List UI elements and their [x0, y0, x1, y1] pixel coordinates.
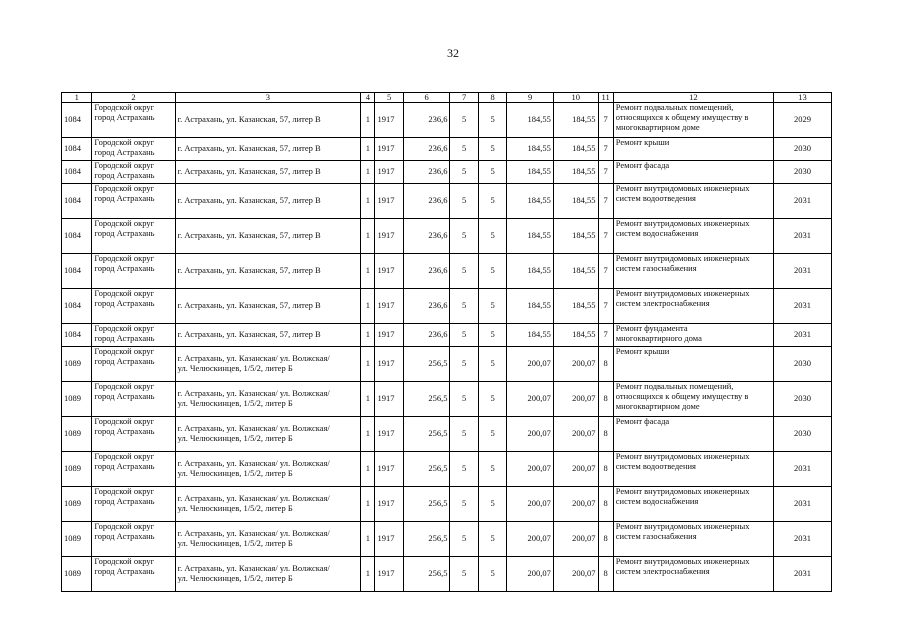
- cell-address: г. Астрахань, ул. Казанская, 57, литер В: [175, 138, 361, 161]
- cell-year: 2030: [774, 138, 832, 161]
- cell-area-living: 184,55: [507, 254, 554, 289]
- cell-row-id: 1089: [62, 557, 92, 592]
- cell-area-living: 184,55: [507, 138, 554, 161]
- header-cell-10: 10: [553, 93, 598, 103]
- cell-row-id: 1084: [62, 103, 92, 138]
- cell-area-living: 200,07: [507, 557, 554, 592]
- cell-col-4: 1: [361, 382, 375, 417]
- cell-year-built: 1917: [375, 417, 403, 452]
- cell-area: 236,6: [403, 138, 450, 161]
- header-cell-4: 4: [361, 93, 375, 103]
- cell-col-11: 7: [598, 254, 613, 289]
- cell-row-id: 1089: [62, 382, 92, 417]
- cell-area: 236,6: [403, 161, 450, 184]
- table-row: [62, 347, 832, 382]
- cell-year-built: 1917: [375, 452, 403, 487]
- cell-col-7: 5: [450, 184, 478, 219]
- header-cell-3: 3: [175, 93, 361, 103]
- cell-area-total: 184,55: [553, 324, 598, 347]
- table-row: [62, 487, 832, 522]
- cell-row-id: 1089: [62, 452, 92, 487]
- table-row: [62, 254, 832, 289]
- cell-address: г. Астрахань, ул. Казанская/ ул. Волжская/ ул. Челюскинцев, 1/5/2, литер Б: [175, 452, 361, 487]
- cell-work-type: Ремонт фасада: [613, 161, 773, 184]
- cell-address: г. Астрахань, ул. Казанская, 57, литер В: [175, 184, 361, 219]
- cell-area-total: 200,07: [553, 452, 598, 487]
- cell-area: 236,6: [403, 103, 450, 138]
- cell-row-id: 1084: [62, 184, 92, 219]
- cell-work-type: Ремонт внутридомовых инженерных систем электроснабжения: [613, 289, 773, 324]
- cell-address: г. Астрахань, ул. Казанская, 57, литер В: [175, 219, 361, 254]
- cell-year-built: 1917: [375, 324, 403, 347]
- cell-area: 236,6: [403, 289, 450, 324]
- cell-col-4: 1: [361, 138, 375, 161]
- cell-col-8: 5: [478, 417, 506, 452]
- cell-year-built: 1917: [375, 254, 403, 289]
- cell-year: 2030: [774, 417, 832, 452]
- cell-col-4: 1: [361, 161, 375, 184]
- cell-municipality: Городской округ город Астрахань: [92, 557, 175, 592]
- cell-work-type: Ремонт подвальных помещений, относящихся к общему имуществу в многоквартирном доме: [613, 382, 773, 417]
- cell-area-living: 200,07: [507, 452, 554, 487]
- cell-work-type: Ремонт внутридомовых инженерных систем водоотведения: [613, 184, 773, 219]
- table-row: [62, 184, 832, 219]
- cell-work-type: Ремонт крыши: [613, 138, 773, 161]
- cell-year: 2030: [774, 382, 832, 417]
- cell-address: г. Астрахань, ул. Казанская, 57, литер В: [175, 103, 361, 138]
- header-cell-1: 1: [62, 93, 92, 103]
- cell-year-built: 1917: [375, 382, 403, 417]
- cell-col-8: 5: [478, 219, 506, 254]
- cell-work-type: Ремонт внутридомовых инженерных систем электроснабжения: [613, 557, 773, 592]
- header-cell-2: 2: [92, 93, 175, 103]
- cell-address: г. Астрахань, ул. Казанская/ ул. Волжская/ ул. Челюскинцев, 1/5/2, литер Б: [175, 487, 361, 522]
- cell-row-id: 1089: [62, 522, 92, 557]
- cell-year-built: 1917: [375, 219, 403, 254]
- cell-col-7: 5: [450, 254, 478, 289]
- cell-col-7: 5: [450, 324, 478, 347]
- cell-year-built: 1917: [375, 103, 403, 138]
- cell-area-total: 200,07: [553, 347, 598, 382]
- cell-col-8: 5: [478, 557, 506, 592]
- cell-col-4: 1: [361, 184, 375, 219]
- cell-row-id: 1084: [62, 324, 92, 347]
- header-cell-13: 13: [774, 93, 832, 103]
- cell-area-total: 200,07: [553, 382, 598, 417]
- cell-address: г. Астрахань, ул. Казанская, 57, литер В: [175, 161, 361, 184]
- cell-area-living: 200,07: [507, 487, 554, 522]
- cell-col-11: 8: [598, 452, 613, 487]
- cell-area: 256,5: [403, 487, 450, 522]
- cell-work-type: Ремонт подвальных помещений, относящихся к общему имуществу в многоквартирном доме: [613, 103, 773, 138]
- cell-col-8: 5: [478, 324, 506, 347]
- cell-municipality: Городской округ город Астрахань: [92, 161, 175, 184]
- cell-year: 2031: [774, 254, 832, 289]
- cell-area-living: 184,55: [507, 289, 554, 324]
- cell-area-total: 184,55: [553, 103, 598, 138]
- cell-area-total: 200,07: [553, 417, 598, 452]
- cell-area-total: 200,07: [553, 487, 598, 522]
- cell-year-built: 1917: [375, 487, 403, 522]
- cell-col-8: 5: [478, 487, 506, 522]
- cell-address: г. Астрахань, ул. Казанская/ ул. Волжская/ ул. Челюскинцев, 1/5/2, литер Б: [175, 382, 361, 417]
- cell-year: 2031: [774, 219, 832, 254]
- cell-row-id: 1084: [62, 289, 92, 324]
- cell-col-11: 7: [598, 289, 613, 324]
- cell-col-7: 5: [450, 382, 478, 417]
- cell-col-4: 1: [361, 487, 375, 522]
- cell-col-4: 1: [361, 347, 375, 382]
- cell-col-11: 8: [598, 557, 613, 592]
- table-row: [62, 522, 832, 557]
- header-cell-12: 12: [613, 93, 773, 103]
- cell-area-living: 200,07: [507, 417, 554, 452]
- cell-work-type: Ремонт внутридомовых инженерных систем газоснабжения: [613, 254, 773, 289]
- cell-col-7: 5: [450, 522, 478, 557]
- cell-address: г. Астрахань, ул. Казанская/ ул. Волжская/ ул. Челюскинцев, 1/5/2, литер Б: [175, 347, 361, 382]
- cell-row-id: 1089: [62, 487, 92, 522]
- cell-col-4: 1: [361, 103, 375, 138]
- cell-year-built: 1917: [375, 184, 403, 219]
- cell-row-id: 1084: [62, 254, 92, 289]
- cell-area: 256,5: [403, 347, 450, 382]
- table-row: [62, 219, 832, 254]
- cell-year-built: 1917: [375, 347, 403, 382]
- cell-area-living: 184,55: [507, 184, 554, 219]
- cell-address: г. Астрахань, ул. Казанская/ ул. Волжская/ ул. Челюскинцев, 1/5/2, литер Б: [175, 557, 361, 592]
- cell-area: 256,5: [403, 557, 450, 592]
- table-row: [62, 557, 832, 592]
- cell-col-8: 5: [478, 382, 506, 417]
- cell-col-8: 5: [478, 138, 506, 161]
- cell-work-type: Ремонт внутридомовых инженерных систем газоснабжения: [613, 522, 773, 557]
- cell-area: 256,5: [403, 382, 450, 417]
- cell-year: 2031: [774, 557, 832, 592]
- cell-area: 236,6: [403, 184, 450, 219]
- header-row: [62, 93, 832, 103]
- header-cell-9: 9: [507, 93, 554, 103]
- header-cell-5: 5: [375, 93, 403, 103]
- cell-col-8: 5: [478, 103, 506, 138]
- cell-area-total: 200,07: [553, 522, 598, 557]
- cell-col-8: 5: [478, 161, 506, 184]
- cell-col-7: 5: [450, 557, 478, 592]
- cell-col-11: 8: [598, 417, 613, 452]
- header-cell-8: 8: [478, 93, 506, 103]
- cell-year: 2030: [774, 161, 832, 184]
- cell-year-built: 1917: [375, 161, 403, 184]
- cell-municipality: Городской округ город Астрахань: [92, 289, 175, 324]
- cell-col-7: 5: [450, 452, 478, 487]
- cell-work-type: Ремонт крыши: [613, 347, 773, 382]
- cell-year: 2031: [774, 289, 832, 324]
- cell-col-7: 5: [450, 347, 478, 382]
- cell-area-total: 184,55: [553, 289, 598, 324]
- cell-year: 2030: [774, 347, 832, 382]
- cell-row-id: 1089: [62, 417, 92, 452]
- cell-col-8: 5: [478, 184, 506, 219]
- cell-year: 2031: [774, 324, 832, 347]
- cell-address: г. Астрахань, ул. Казанская, 57, литер В: [175, 324, 361, 347]
- cell-year: 2031: [774, 452, 832, 487]
- cell-municipality: Городской округ город Астрахань: [92, 138, 175, 161]
- cell-area: 236,6: [403, 219, 450, 254]
- table-row: [62, 161, 832, 184]
- page-number: 32: [447, 46, 459, 60]
- cell-area-living: 184,55: [507, 219, 554, 254]
- cell-col-7: 5: [450, 161, 478, 184]
- cell-municipality: Городской округ город Астрахань: [92, 324, 175, 347]
- cell-col-4: 1: [361, 219, 375, 254]
- cell-area-total: 200,07: [553, 557, 598, 592]
- cell-year: 2031: [774, 522, 832, 557]
- cell-year-built: 1917: [375, 557, 403, 592]
- cell-area: 236,6: [403, 324, 450, 347]
- cell-col-4: 1: [361, 324, 375, 347]
- cell-area-living: 184,55: [507, 103, 554, 138]
- cell-year-built: 1917: [375, 138, 403, 161]
- cell-area: 256,5: [403, 417, 450, 452]
- cell-col-7: 5: [450, 219, 478, 254]
- cell-municipality: Городской округ город Астрахань: [92, 184, 175, 219]
- cell-address: г. Астрахань, ул. Казанская, 57, литер В: [175, 289, 361, 324]
- cell-work-type: Ремонт фасада: [613, 417, 773, 452]
- cell-col-7: 5: [450, 103, 478, 138]
- cell-municipality: Городской округ город Астрахань: [92, 219, 175, 254]
- cell-area: 236,6: [403, 254, 450, 289]
- cell-col-4: 1: [361, 522, 375, 557]
- cell-col-8: 5: [478, 289, 506, 324]
- cell-col-11: 7: [598, 219, 613, 254]
- cell-municipality: Городской округ город Астрахань: [92, 382, 175, 417]
- cell-col-11: 8: [598, 347, 613, 382]
- cell-col-11: 8: [598, 487, 613, 522]
- cell-area: 256,5: [403, 522, 450, 557]
- cell-col-4: 1: [361, 254, 375, 289]
- table-row: [62, 417, 832, 452]
- table-row: [62, 138, 832, 161]
- cell-col-4: 1: [361, 452, 375, 487]
- cell-area-total: 184,55: [553, 219, 598, 254]
- cell-col-11: 7: [598, 324, 613, 347]
- cell-year-built: 1917: [375, 289, 403, 324]
- cell-area: 256,5: [403, 452, 450, 487]
- cell-col-4: 1: [361, 417, 375, 452]
- cell-municipality: Городской округ город Астрахань: [92, 417, 175, 452]
- cell-area-living: 184,55: [507, 161, 554, 184]
- cell-address: г. Астрахань, ул. Казанская/ ул. Волжская/ ул. Челюскинцев, 1/5/2, литер Б: [175, 417, 361, 452]
- cell-row-id: 1089: [62, 347, 92, 382]
- cell-col-11: 8: [598, 382, 613, 417]
- cell-municipality: Городской округ город Астрахань: [92, 522, 175, 557]
- cell-col-7: 5: [450, 138, 478, 161]
- cell-row-id: 1084: [62, 138, 92, 161]
- cell-work-type: Ремонт внутридомовых инженерных систем водоснабжения: [613, 487, 773, 522]
- cell-address: г. Астрахань, ул. Казанская, 57, литер В: [175, 254, 361, 289]
- cell-col-4: 1: [361, 289, 375, 324]
- cell-municipality: Городской округ город Астрахань: [92, 347, 175, 382]
- cell-col-7: 5: [450, 417, 478, 452]
- header-cell-6: 6: [403, 93, 450, 103]
- cell-col-8: 5: [478, 452, 506, 487]
- cell-col-7: 5: [450, 487, 478, 522]
- cell-area-living: 184,55: [507, 324, 554, 347]
- cell-work-type: Ремонт внутридомовых инженерных систем водоотведения: [613, 452, 773, 487]
- cell-year: 2031: [774, 184, 832, 219]
- cell-municipality: Городской округ город Астрахань: [92, 103, 175, 138]
- cell-area-total: 184,55: [553, 254, 598, 289]
- cell-area-total: 184,55: [553, 161, 598, 184]
- cell-area-total: 184,55: [553, 184, 598, 219]
- cell-year: 2031: [774, 487, 832, 522]
- table-row: [62, 382, 832, 417]
- cell-col-11: 7: [598, 103, 613, 138]
- table-row: [62, 289, 832, 324]
- cell-col-11: 7: [598, 184, 613, 219]
- cell-col-8: 5: [478, 254, 506, 289]
- cell-col-11: 7: [598, 161, 613, 184]
- capital-repair-table: [61, 92, 832, 592]
- table-row: [62, 324, 832, 347]
- cell-area-living: 200,07: [507, 382, 554, 417]
- cell-area-total: 184,55: [553, 138, 598, 161]
- cell-row-id: 1084: [62, 219, 92, 254]
- cell-area-living: 200,07: [507, 522, 554, 557]
- table-row: [62, 452, 832, 487]
- table-row: [62, 103, 832, 138]
- cell-municipality: Городской округ город Астрахань: [92, 452, 175, 487]
- cell-col-8: 5: [478, 522, 506, 557]
- cell-col-4: 1: [361, 557, 375, 592]
- cell-col-11: 7: [598, 138, 613, 161]
- cell-work-type: Ремонт внутридомовых инженерных систем водоснабжения: [613, 219, 773, 254]
- cell-work-type: Ремонт фундамента многоквартирного дома: [613, 324, 773, 347]
- cell-year: 2029: [774, 103, 832, 138]
- cell-row-id: 1084: [62, 161, 92, 184]
- cell-col-11: 8: [598, 522, 613, 557]
- cell-year-built: 1917: [375, 522, 403, 557]
- header-cell-7: 7: [450, 93, 478, 103]
- cell-area-living: 200,07: [507, 347, 554, 382]
- header-cell-11: 11: [598, 93, 613, 103]
- cell-address: г. Астрахань, ул. Казанская/ ул. Волжская/ ул. Челюскинцев, 1/5/2, литер Б: [175, 522, 361, 557]
- cell-col-7: 5: [450, 289, 478, 324]
- cell-municipality: Городской округ город Астрахань: [92, 254, 175, 289]
- cell-col-8: 5: [478, 347, 506, 382]
- cell-municipality: Городской округ город Астрахань: [92, 487, 175, 522]
